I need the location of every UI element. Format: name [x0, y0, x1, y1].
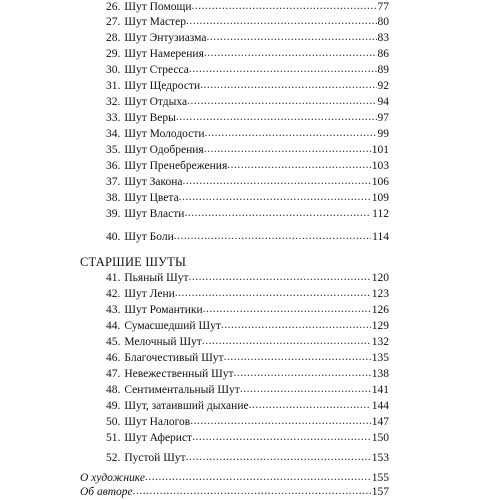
entry-number: 31.	[106, 80, 121, 92]
toc-entry	[106, 111, 389, 126]
entry-number: 45.	[106, 336, 121, 348]
entry-page-number: 141	[371, 384, 389, 396]
entry-title: Шут Намерения	[124, 48, 204, 60]
entry-title: Шут Одобрения	[124, 144, 204, 156]
entry-title: Шут Молодости	[124, 128, 205, 140]
toc-entry	[106, 191, 389, 206]
entry-number: 37.	[106, 176, 121, 188]
toc-entry	[106, 415, 389, 430]
entry-title: Шут Мастер	[124, 16, 186, 28]
toc-entry	[106, 15, 389, 30]
toc-entry	[106, 95, 389, 110]
entry-title: Невежественный Шут	[124, 368, 234, 380]
entry-number: 38.	[106, 192, 121, 204]
entry-number: 34.	[106, 128, 121, 140]
entry-title: О художнике	[80, 472, 145, 484]
dot-leader	[205, 126, 377, 141]
dot-leader	[183, 174, 371, 189]
dot-leader	[186, 450, 371, 465]
entry-title: Шут Цвета	[124, 192, 179, 204]
entry-page-number: 157	[371, 486, 389, 498]
toc-entry	[106, 47, 389, 62]
toc-entry	[106, 303, 389, 318]
toc-entry	[106, 207, 389, 222]
entry-number: 52.	[106, 452, 121, 464]
entry-page-number: 92	[377, 80, 389, 92]
dot-leader	[189, 270, 371, 285]
entry-page-number: 129	[371, 320, 389, 332]
dot-leader	[145, 470, 371, 485]
entry-number: 44.	[106, 320, 121, 332]
dot-leader	[189, 62, 377, 77]
entry-title: Сентиментальный Шут	[124, 384, 240, 396]
toc-entry	[106, 351, 389, 366]
toc-entry	[106, 159, 389, 174]
entry-number: 29.	[106, 48, 121, 60]
entry-number: 48.	[106, 384, 121, 396]
toc-entry	[106, 127, 389, 142]
entry-number: 33.	[106, 112, 121, 124]
toc-entry	[106, 175, 389, 190]
entry-page-number: 147	[371, 416, 389, 428]
toc-entry	[106, 143, 389, 158]
dot-leader	[206, 30, 376, 45]
dot-leader	[204, 46, 377, 61]
toc-entry	[106, 0, 389, 15]
entry-title: Шут Боли	[124, 231, 174, 243]
entry-number: 27.	[106, 16, 121, 28]
entry-title: Пьяный Шут	[124, 272, 189, 284]
dot-leader	[179, 190, 371, 205]
entry-page-number: 144	[371, 400, 389, 412]
dot-leader	[249, 398, 371, 413]
entry-number: 49.	[106, 400, 121, 412]
dot-leader	[186, 14, 377, 29]
entry-title: Шут Помощи	[124, 1, 192, 13]
entry-title: Шут Закона	[124, 176, 183, 188]
entry-title: Мелочный Шут	[124, 336, 202, 348]
section-heading: СТАРШИЕ ШУТЫ	[80, 255, 187, 269]
entry-page-number: 120	[371, 272, 389, 284]
toc-entry	[106, 63, 389, 78]
entry-number: 46.	[106, 352, 121, 364]
dot-leader	[133, 484, 371, 499]
dot-leader	[190, 414, 371, 429]
entry-number: 26.	[106, 1, 121, 13]
entry-page-number: 106	[371, 176, 389, 188]
entry-page-number: 94	[377, 96, 389, 108]
toc-entry	[106, 431, 389, 446]
entry-page-number: 153	[371, 452, 389, 464]
entry-title: Шут Энтузиазма	[124, 32, 207, 44]
entry-number: 39.	[106, 208, 121, 220]
dot-leader	[192, 430, 371, 445]
entry-title: Шут Стресса	[124, 64, 189, 76]
entry-number: 36.	[106, 160, 121, 172]
entry-title: Шут Щедрости	[124, 80, 201, 92]
entry-page-number: 86	[377, 48, 389, 60]
toc-entry	[106, 335, 389, 350]
toc-entry	[106, 399, 389, 414]
entry-title: Благочестивый Шут	[124, 352, 224, 364]
entry-page-number: 89	[377, 64, 389, 76]
dot-leader	[184, 206, 371, 221]
entry-page-number: 135	[371, 352, 389, 364]
toc-entry	[106, 79, 389, 94]
entry-page-number: 99	[377, 128, 389, 140]
entry-page-number: 112	[372, 208, 389, 220]
entry-number: 28.	[106, 32, 121, 44]
toc-entry	[106, 287, 389, 302]
entry-page-number: 80	[377, 16, 389, 28]
entry-title: Шут Аферист	[124, 432, 193, 444]
entry-page-number: 123	[371, 288, 389, 300]
entry-number: 51.	[106, 432, 121, 444]
dot-leader	[204, 142, 371, 157]
entry-title: Сумасшедший Шут	[124, 320, 221, 332]
entry-title: Шут Лени	[124, 288, 175, 300]
toc-entry-about-author	[80, 485, 389, 500]
toc-entry	[106, 230, 389, 245]
dot-leader	[176, 110, 377, 125]
entry-title: Шут, затаивший дыхание	[124, 400, 249, 412]
dot-leader	[233, 366, 370, 381]
entry-page-number: 138	[371, 368, 389, 380]
entry-page-number: 103	[371, 160, 389, 172]
entry-title: Шут Романтики	[124, 304, 203, 316]
entry-page-number: 101	[371, 144, 389, 156]
entry-number: 43.	[106, 304, 121, 316]
entry-title: Шут Веры	[124, 112, 176, 124]
entry-page-number: 155	[371, 472, 389, 484]
dot-leader	[192, 0, 377, 14]
entry-page-number: 150	[371, 432, 389, 444]
entry-number: 41.	[106, 272, 121, 284]
dot-leader	[202, 334, 371, 349]
entry-number: 50.	[106, 416, 121, 428]
toc-entry	[106, 367, 389, 382]
entry-title: Пустой Шут	[124, 452, 186, 464]
entry-title: Шут Налогов	[124, 416, 191, 428]
dot-leader	[240, 382, 371, 397]
dot-leader	[200, 78, 376, 93]
entry-page-number: 114	[372, 231, 389, 243]
entry-number: 40.	[106, 231, 121, 243]
entry-number: 32.	[106, 96, 121, 108]
dot-leader	[175, 286, 371, 301]
entry-number: 47.	[106, 368, 121, 380]
entry-title: Об авторе	[80, 486, 133, 498]
entry-title: Шут Отдыха	[124, 96, 188, 108]
entry-page-number: 126	[371, 304, 389, 316]
entry-number: 35.	[106, 144, 121, 156]
entry-page-number: 109	[371, 192, 389, 204]
dot-leader	[187, 94, 376, 109]
entry-number: 42.	[106, 288, 121, 300]
entry-page-number: 83	[377, 32, 389, 44]
entry-page-number: 77	[377, 1, 389, 13]
toc-entry	[106, 383, 389, 398]
toc-entry	[106, 451, 389, 466]
toc-entry	[106, 31, 389, 46]
entry-title: Шут Пренебрежения	[124, 160, 228, 172]
entry-page-number: 132	[371, 336, 389, 348]
dot-leader	[227, 158, 371, 173]
toc-entry	[106, 271, 389, 286]
dot-leader	[203, 302, 371, 317]
dot-leader	[221, 318, 371, 333]
entry-title: Шут Власти	[124, 208, 185, 220]
dot-leader	[174, 229, 371, 244]
entry-page-number: 97	[377, 112, 389, 124]
entry-number: 30.	[106, 64, 121, 76]
dot-leader	[224, 350, 371, 365]
toc-entry	[106, 319, 389, 334]
